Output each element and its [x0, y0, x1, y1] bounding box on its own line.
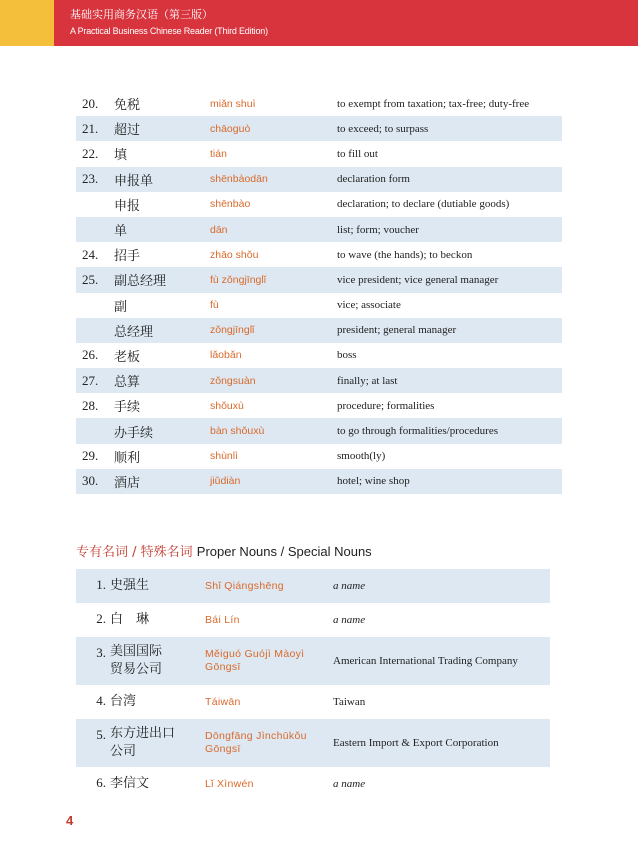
proper-nouns-heading — [76, 541, 372, 560]
proper-noun-english: a name — [333, 569, 550, 603]
vocab-pinyin: miǎn shuì — [210, 97, 256, 110]
vocab-number: 26. — [82, 347, 99, 363]
vocab-english: to fill out — [337, 147, 378, 160]
vocab-row — [76, 393, 562, 418]
proper-noun-hanzi: 李信文 — [110, 776, 150, 791]
vocab-row — [76, 267, 562, 292]
vocab-pinyin: chāoguò — [210, 116, 337, 141]
page-number: 4 — [66, 813, 74, 828]
proper-noun-row — [76, 719, 550, 767]
vocab-english: vice; associate — [337, 299, 401, 312]
vocab-english: vice president; vice general manager — [337, 267, 562, 292]
book-title-chinese: 基础实用商务汉语（第三版） — [70, 8, 213, 21]
vocab-number — [76, 192, 114, 217]
proper-noun-number: 2. — [96, 611, 106, 626]
vocab-row — [76, 141, 562, 166]
vocab-hanzi: 手续 — [114, 400, 141, 416]
vocab-number — [76, 318, 114, 343]
vocab-english: declaration form — [337, 167, 562, 192]
vocab-english: to wave (the hands); to beckon — [337, 248, 473, 261]
vocab-row — [76, 116, 562, 141]
vocab-pinyin: jiǔdiàn — [210, 469, 337, 494]
vocab-pinyin: shùnlì — [210, 450, 239, 463]
vocab-hanzi: 免税 — [114, 98, 141, 114]
page-header — [0, 0, 638, 46]
vocab-row — [76, 217, 562, 242]
vocab-number: 22. — [82, 145, 99, 161]
vocab-english: list; form; voucher — [337, 217, 562, 242]
vocab-hanzi: 单 — [114, 217, 210, 242]
vocab-row — [76, 418, 562, 443]
proper-noun-hanzi: 美国国际 贸易公司 — [110, 637, 205, 685]
vocab-row — [76, 368, 562, 393]
vocab-number — [76, 418, 114, 443]
vocab-english: to go through formalities/procedures — [337, 418, 562, 443]
vocab-row — [76, 91, 562, 116]
vocab-row — [76, 469, 562, 494]
vocab-row — [76, 318, 562, 343]
vocab-row — [76, 444, 562, 469]
proper-noun-number: 5. — [76, 719, 110, 767]
vocab-hanzi: 办手续 — [114, 418, 210, 443]
proper-noun-number: 3. — [76, 637, 110, 685]
vocab-hanzi: 申报 — [114, 198, 141, 214]
vocab-number: 28. — [82, 397, 99, 413]
vocab-english: to exceed; to surpass — [337, 116, 562, 141]
vocab-pinyin: zǒngjīnglǐ — [210, 318, 337, 343]
proper-noun-hanzi: 史强生 — [110, 569, 205, 603]
vocab-number — [76, 217, 114, 242]
vocab-pinyin: lǎobǎn — [210, 349, 242, 362]
vocab-english: boss — [337, 349, 357, 362]
vocab-number: 21. — [76, 116, 114, 141]
proper-noun-row — [76, 569, 550, 603]
vocab-number: 30. — [76, 469, 114, 494]
vocab-row — [76, 343, 562, 368]
vocab-hanzi: 副总经理 — [114, 267, 210, 292]
vocab-english: hotel; wine shop — [337, 469, 562, 494]
vocab-row — [76, 293, 562, 318]
vocab-english: finally; at last — [337, 368, 562, 393]
proper-nouns-table — [76, 569, 550, 801]
proper-noun-english: Taiwan — [333, 696, 366, 708]
proper-noun-pinyin: Bái Lín — [205, 613, 240, 626]
vocab-hanzi: 总经理 — [114, 318, 210, 343]
proper-noun-pinyin: Shǐ Qiángshēng — [205, 569, 333, 603]
proper-nouns-heading-chinese: 专有名词 / 特殊名词 — [76, 545, 193, 560]
vocab-row — [76, 242, 562, 267]
vocab-pinyin: fù zǒngjīnglǐ — [210, 267, 337, 292]
vocab-row — [76, 167, 562, 192]
vocab-pinyin: shǒuxù — [210, 399, 244, 412]
vocab-number: 23. — [76, 167, 114, 192]
proper-noun-english: Eastern Import & Export Corporation — [333, 719, 550, 767]
vocab-english: to exempt from taxation; tax-free; duty-free — [337, 97, 530, 110]
vocab-hanzi: 填 — [114, 148, 128, 164]
proper-noun-english: a name — [333, 614, 366, 626]
vocab-number: 27. — [76, 368, 114, 393]
proper-noun-pinyin: Lǐ Xìnwén — [205, 777, 254, 790]
proper-noun-number: 4. — [96, 693, 106, 708]
vocab-hanzi: 副 — [114, 299, 128, 315]
proper-noun-row — [76, 603, 550, 637]
vocab-hanzi: 顺利 — [114, 450, 141, 466]
vocab-pinyin: tián — [210, 147, 227, 160]
vocab-number: 25. — [76, 267, 114, 292]
proper-noun-pinyin: Měiguó Guójì Màoyì Gōngsī — [205, 637, 333, 685]
vocab-pinyin: shēnbào — [210, 198, 251, 211]
header-accent-block — [0, 0, 54, 46]
proper-noun-hanzi: 台湾 — [110, 694, 137, 709]
proper-noun-english: American International Trading Company — [333, 637, 550, 685]
vocab-english: president; general manager — [337, 318, 562, 343]
vocab-hanzi: 老板 — [114, 349, 141, 365]
vocab-pinyin: zhāo shǒu — [210, 248, 259, 261]
proper-noun-hanzi: 东方进出口 公司 — [110, 719, 205, 767]
vocab-hanzi: 总算 — [114, 368, 210, 393]
vocab-pinyin: shēnbàodān — [210, 167, 337, 192]
proper-noun-english: a name — [333, 778, 366, 790]
proper-noun-number: 6. — [96, 775, 106, 790]
proper-nouns-heading-english: Proper Nouns / Special Nouns — [196, 544, 372, 559]
vocab-hanzi: 超过 — [114, 116, 210, 141]
vocab-row — [76, 192, 562, 217]
vocabulary-table — [76, 91, 562, 494]
proper-noun-row — [76, 685, 550, 719]
proper-noun-pinyin: Táiwān — [205, 695, 241, 708]
vocab-hanzi: 酒店 — [114, 469, 210, 494]
vocab-pinyin: fù — [210, 299, 219, 312]
vocab-english: smooth(ly) — [337, 450, 386, 463]
vocab-english: declaration; to declare (dutiable goods) — [337, 198, 510, 211]
vocab-english: procedure; formalities — [337, 399, 435, 412]
vocab-pinyin: bàn shǒuxù — [210, 418, 337, 443]
proper-noun-row — [76, 767, 550, 801]
vocab-hanzi: 申报单 — [114, 167, 210, 192]
vocab-number: 29. — [82, 448, 99, 464]
vocab-pinyin: dān — [210, 217, 337, 242]
vocab-pinyin: zǒngsuàn — [210, 368, 337, 393]
vocab-number: 20. — [82, 95, 99, 111]
proper-noun-pinyin: Dōngfāng Jìnchūkǒu Gōngsī — [205, 719, 333, 767]
vocab-number — [76, 293, 114, 318]
proper-noun-number: 1. — [76, 569, 110, 603]
proper-noun-hanzi: 白 琳 — [110, 612, 150, 627]
proper-noun-row — [76, 637, 550, 685]
book-title-english: A Practical Business Chinese Reader (Third Edition) — [70, 26, 268, 36]
vocab-hanzi: 招手 — [114, 249, 141, 265]
vocab-number: 24. — [82, 246, 99, 262]
